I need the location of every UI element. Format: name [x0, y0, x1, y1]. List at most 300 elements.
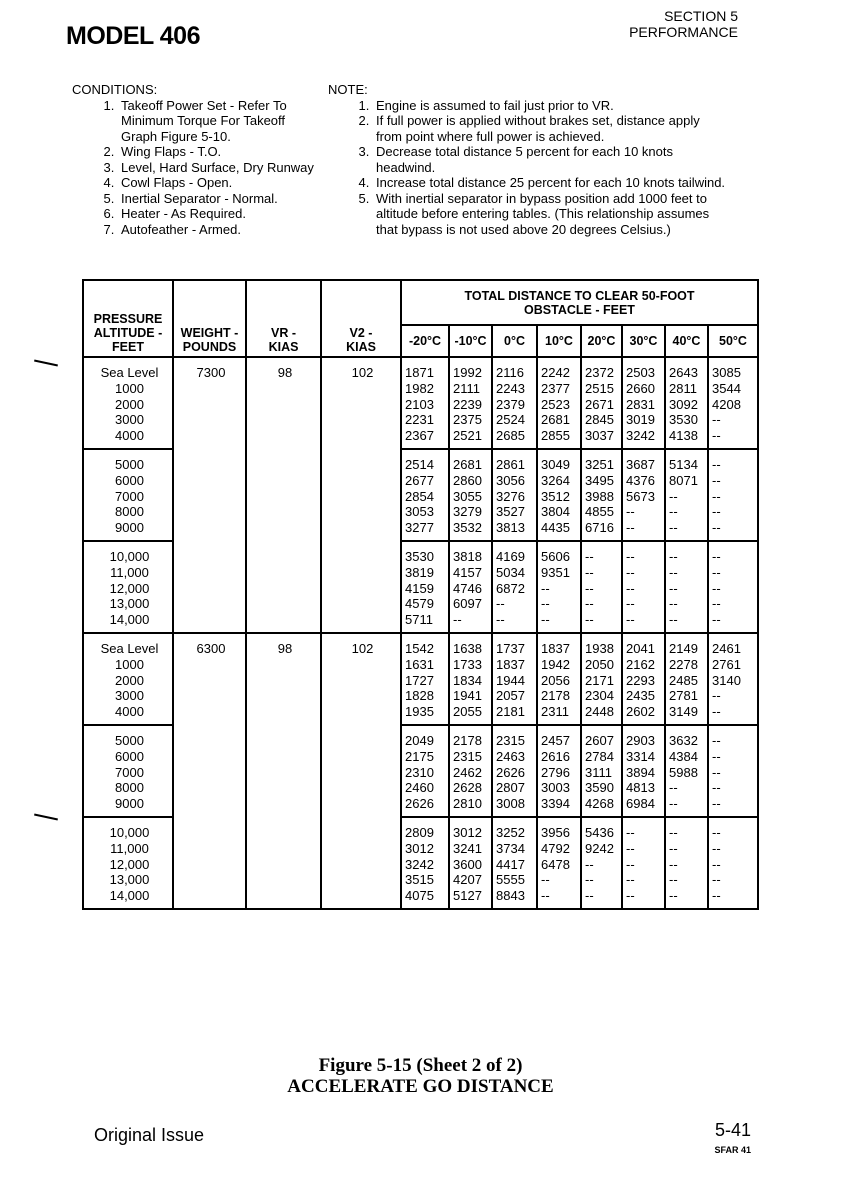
v2-cell [321, 633, 401, 909]
distance-value: 3049 [541, 456, 570, 472]
distance-value: 5711 [405, 612, 433, 628]
distance-value: 2602 [626, 704, 655, 720]
distance-value: -- [626, 504, 635, 520]
distance-value: 3085 [712, 365, 741, 380]
v2-cell [321, 357, 401, 633]
distance-value: 1935 [405, 704, 434, 720]
distance-value: 2781 [669, 688, 698, 704]
distance-value: 2050 [585, 656, 614, 672]
distance-value: -- [712, 488, 721, 504]
distance-value: 2626 [496, 764, 525, 780]
distance-cell [492, 449, 537, 541]
distance-value: 4207 [453, 872, 482, 888]
distance-value: 5606 [541, 548, 570, 564]
distance-value: -- [626, 888, 635, 904]
distance-value: 4159 [405, 580, 434, 596]
altitude-cell [83, 449, 173, 541]
distance-value: 3988 [585, 488, 614, 504]
distance-cell [622, 633, 665, 725]
distance-value: 2861 [496, 456, 525, 472]
distance-value: -- [669, 548, 678, 564]
distance-value: 3544 [712, 380, 741, 396]
distance-value: -- [712, 548, 721, 564]
distance-value: 3012 [405, 840, 434, 856]
distance-value: 3495 [585, 472, 614, 488]
distance-value: -- [585, 612, 594, 628]
distance-value: 1942 [541, 656, 570, 672]
distance-value: 3894 [626, 764, 655, 780]
distance-value: 4075 [405, 888, 434, 904]
distance-value: 5134 [669, 456, 698, 472]
distance-value: 2521 [453, 428, 482, 444]
altitude-cell [83, 357, 173, 449]
distance-value: 2460 [405, 780, 434, 796]
altitude-value: 11,000 [110, 840, 149, 856]
page-number: 5-41 [714, 1120, 751, 1140]
header-v2: V2 - KIAS [321, 280, 401, 357]
section-header [629, 8, 738, 40]
table-row-group [83, 357, 758, 449]
vr-value: 98 [277, 365, 293, 380]
distance-value: 2178 [453, 732, 482, 748]
altitude-value: Sea Level [100, 640, 159, 656]
distance-value: -- [496, 612, 505, 628]
temp-header: 0°C [492, 325, 537, 357]
distance-value: -- [626, 840, 635, 856]
distance-value: 5673 [626, 488, 655, 504]
distance-value: -- [585, 872, 594, 888]
distance-cell [708, 725, 758, 817]
altitude-value: 2000 [115, 672, 144, 688]
distance-value: 2231 [405, 412, 434, 428]
distance-value: 1737 [496, 640, 525, 656]
distance-value: 3530 [669, 412, 698, 428]
distance-cell [449, 725, 492, 817]
distance-value: 3149 [669, 704, 698, 720]
distance-value: -- [712, 688, 721, 704]
altitude-value: 8000 [115, 780, 144, 796]
notes-list [328, 98, 728, 238]
note-item: 1. Engine is assumed to fail just prior to VR. [373, 98, 728, 114]
conditions-list [72, 98, 322, 238]
distance-value: 2116 [496, 365, 524, 380]
distance-cell [401, 449, 449, 541]
condition-item: 1. Takeoff Power Set - Refer To Minimum Torque For Takeoff Graph Figure 5-10. [118, 98, 322, 145]
distance-cell [537, 449, 581, 541]
vr-value: 98 [277, 640, 293, 656]
distance-value: 2041 [626, 640, 655, 656]
distance-value: -- [712, 472, 721, 488]
distance-value: 2485 [669, 672, 698, 688]
distance-value: 3632 [669, 732, 698, 748]
distance-value: -- [669, 780, 678, 796]
distance-value: 3264 [541, 472, 570, 488]
distance-value: -- [585, 548, 594, 564]
altitude-value: 5000 [115, 732, 144, 748]
note-item: 2. If full power is applied without brakes set, distance apply from point where full power is achieved. [373, 113, 728, 144]
distance-value: 1837 [541, 640, 570, 656]
distance-value: 2677 [405, 472, 434, 488]
temp-header: 40°C [665, 325, 708, 357]
distance-value: 2311 [541, 704, 569, 720]
subsection-label: PERFORMANCE [629, 24, 738, 40]
distance-value: -- [712, 428, 721, 444]
issue-label: Original Issue [94, 1125, 205, 1145]
distance-value: 2503 [626, 365, 655, 380]
temp-header: 30°C [622, 325, 665, 357]
note-item: 5. With inertial separator in bypass position add 1000 feet to altitude before entering tables. (This relationship assumes that bypass is not used above 20 degrees Celsius.) [373, 191, 728, 238]
header-vr: VR - KIAS [246, 280, 321, 357]
distance-value: 1638 [453, 640, 482, 656]
distance-value: -- [712, 564, 721, 580]
temp-header: -10°C [449, 325, 492, 357]
distance-value: -- [669, 796, 678, 812]
altitude-value: 6000 [115, 748, 144, 764]
altitude-value: 5000 [115, 456, 144, 472]
distance-value: -- [669, 504, 678, 520]
caption-line-2: ACCELERATE GO DISTANCE [287, 1076, 554, 1097]
distance-value: 3092 [669, 396, 698, 412]
distance-value: 2175 [405, 748, 434, 764]
altitude-value: 13,000 [109, 872, 150, 888]
accelerate-go-table [82, 279, 759, 910]
altitude-value: 10,000 [109, 548, 150, 564]
temp-header: 20°C [581, 325, 622, 357]
distance-value: 2807 [496, 780, 525, 796]
distance-value: 1733 [453, 656, 482, 672]
distance-value: 2239 [453, 396, 482, 412]
distance-value: -- [541, 596, 550, 612]
distance-cell [708, 817, 758, 909]
distance-value: 1941 [453, 688, 482, 704]
distance-value: 3590 [585, 780, 614, 796]
distance-value: 2854 [405, 488, 434, 504]
condition-item: 7. Autofeather - Armed. [118, 222, 322, 238]
distance-value: -- [585, 580, 594, 596]
distance-cell [622, 449, 665, 541]
distance-value: -- [669, 564, 678, 580]
distance-value: 2515 [585, 380, 614, 396]
distance-value: 8843 [496, 888, 525, 904]
distance-value: 1871 [405, 365, 434, 380]
distance-value: 2103 [405, 396, 434, 412]
altitude-value: 7000 [115, 764, 144, 780]
distance-value: 2811 [669, 380, 697, 396]
distance-value: 3241 [453, 840, 482, 856]
distance-value: 1834 [453, 672, 482, 688]
distance-cell [581, 541, 622, 633]
conditions-block [72, 82, 322, 237]
distance-value: -- [712, 824, 721, 840]
distance-value: 3687 [626, 456, 655, 472]
distance-value: 2375 [453, 412, 482, 428]
distance-value: 4746 [453, 580, 482, 596]
distance-cell [581, 817, 622, 909]
distance-value: 3532 [453, 520, 482, 536]
distance-value: -- [585, 564, 594, 580]
distance-value: -- [669, 520, 678, 536]
altitude-value: 13,000 [109, 596, 150, 612]
section-label: SECTION 5 [664, 8, 738, 24]
distance-cell [401, 357, 449, 449]
distance-value: 4208 [712, 396, 741, 412]
weight-value: 7300 [196, 365, 226, 380]
distance-value: 1837 [496, 656, 525, 672]
altitude-value: 10,000 [109, 824, 150, 840]
distance-value: -- [669, 888, 678, 904]
distance-value: -- [626, 596, 635, 612]
distance-value: 9351 [541, 564, 570, 580]
notes-block [328, 82, 728, 237]
altitude-value: 1000 [115, 380, 144, 396]
distance-value: 2626 [405, 796, 434, 812]
altitude-value: 12,000 [109, 856, 150, 872]
distance-cell [492, 541, 537, 633]
distance-value: 4813 [626, 780, 655, 796]
distance-value: 3242 [626, 428, 655, 444]
distance-cell [401, 541, 449, 633]
condition-item: 2. Wing Flaps - T.O. [118, 144, 322, 160]
distance-value: -- [712, 872, 721, 888]
distance-value: 2463 [496, 748, 525, 764]
distance-cell [622, 817, 665, 909]
distance-value: 2304 [585, 688, 614, 704]
weight-cell [173, 633, 246, 909]
distance-value: 2055 [453, 704, 482, 720]
distance-value: 9242 [585, 840, 614, 856]
distance-value: -- [712, 796, 721, 812]
altitude-value: 3000 [115, 412, 144, 428]
distance-value: -- [712, 764, 721, 780]
vr-cell [246, 633, 321, 909]
distance-value: 4384 [669, 748, 698, 764]
figure-caption [0, 1055, 841, 1097]
distance-value: -- [626, 856, 635, 872]
distance-cell [401, 725, 449, 817]
distance-value: -- [712, 504, 721, 520]
distance-value: 2162 [626, 656, 655, 672]
distance-value: 2681 [453, 456, 482, 472]
distance-value: -- [712, 840, 721, 856]
distance-value: 2178 [541, 688, 570, 704]
distance-cell [665, 541, 708, 633]
condition-item: 6. Heater - As Required. [118, 206, 322, 222]
distance-value: 6716 [585, 520, 614, 536]
distance-value: 2462 [453, 764, 482, 780]
distance-cell [622, 357, 665, 449]
distance-value: 2524 [496, 412, 525, 428]
distance-value: 6097 [453, 596, 482, 612]
distance-value: -- [453, 612, 462, 628]
distance-cell [449, 449, 492, 541]
header-weight: WEIGHT - POUNDS [173, 280, 246, 357]
distance-cell [708, 357, 758, 449]
distance-value: 3600 [453, 856, 482, 872]
distance-cell [665, 633, 708, 725]
condition-item: 5. Inertial Separator - Normal. [118, 191, 322, 207]
altitude-value: 4000 [115, 428, 144, 444]
distance-value: 3140 [712, 672, 741, 688]
temp-header: 10°C [537, 325, 581, 357]
distance-value: 2796 [541, 764, 570, 780]
distance-cell [449, 541, 492, 633]
distance-value: 4855 [585, 504, 614, 520]
altitude-value: 9000 [115, 520, 144, 536]
distance-value: 2845 [585, 412, 614, 428]
distance-value: -- [541, 888, 550, 904]
altitude-value: 2000 [115, 396, 144, 412]
model-title: MODEL 406 [66, 22, 200, 50]
distance-value: -- [669, 824, 678, 840]
distance-value: 3314 [626, 748, 655, 764]
distance-value: 2367 [405, 428, 434, 444]
distance-value: -- [585, 596, 594, 612]
distance-cell [449, 817, 492, 909]
distance-value: 5127 [453, 888, 482, 904]
distance-value: -- [712, 888, 721, 904]
distance-value: 3003 [541, 780, 570, 796]
margin-mark [34, 360, 58, 367]
distance-value: -- [712, 612, 721, 628]
distance-value: -- [626, 824, 635, 840]
altitude-value: Sea Level [100, 365, 159, 380]
distance-cell [492, 725, 537, 817]
distance-value: 5436 [585, 824, 614, 840]
distance-value: -- [626, 612, 635, 628]
distance-value: 3512 [541, 488, 570, 504]
distance-value: 2685 [496, 428, 525, 444]
altitude-cell [83, 541, 173, 633]
distance-value: 4268 [585, 796, 614, 812]
distance-cell [581, 633, 622, 725]
notes-title: NOTE: [328, 82, 368, 97]
distance-value: 2049 [405, 732, 434, 748]
distance-value: -- [626, 580, 635, 596]
distance-cell [449, 357, 492, 449]
distance-value: 3813 [496, 520, 525, 536]
distance-value: 8071 [669, 472, 698, 488]
distance-value: 2315 [496, 732, 525, 748]
temp-header: -20°C [401, 325, 449, 357]
distance-value: 2372 [585, 365, 614, 380]
distance-value: 2379 [496, 396, 525, 412]
distance-value: 5555 [496, 872, 525, 888]
distance-value: 2616 [541, 748, 570, 764]
altitude-value: 12,000 [109, 580, 150, 596]
altitude-value: 3000 [115, 688, 144, 704]
caption-line-1: Figure 5-15 (Sheet 2 of 2) [318, 1055, 523, 1076]
distance-value: 1938 [585, 640, 614, 656]
weight-cell [173, 357, 246, 633]
distance-value: 2377 [541, 380, 570, 396]
distance-cell [581, 449, 622, 541]
distance-cell [537, 725, 581, 817]
distance-value: 2784 [585, 748, 614, 764]
distance-value: 4376 [626, 472, 655, 488]
altitude-value: 9000 [115, 796, 144, 812]
distance-value: 3055 [453, 488, 482, 504]
distance-value: -- [626, 520, 635, 536]
distance-value: 2761 [712, 656, 741, 672]
distance-cell [665, 725, 708, 817]
altitude-cell [83, 633, 173, 725]
altitude-cell [83, 817, 173, 909]
distance-value: 2671 [585, 396, 614, 412]
distance-cell [492, 357, 537, 449]
distance-value: 3734 [496, 840, 525, 856]
distance-cell [401, 817, 449, 909]
distance-value: -- [712, 748, 721, 764]
distance-value: 4792 [541, 840, 570, 856]
altitude-value: 1000 [115, 656, 144, 672]
altitude-value: 4000 [115, 704, 144, 720]
distance-value: -- [712, 780, 721, 796]
distance-value: 2855 [541, 428, 570, 444]
distance-value: 3056 [496, 472, 525, 488]
distance-value: 3242 [405, 856, 434, 872]
distance-value: 2149 [669, 640, 698, 656]
distance-value: 4579 [405, 596, 434, 612]
distance-value: 2293 [626, 672, 655, 688]
header-distance: TOTAL DISTANCE TO CLEAR 50-FOOT OBSTACLE - FEET [401, 280, 758, 325]
distance-value: 1992 [453, 365, 482, 380]
distance-value: 3818 [453, 548, 482, 564]
distance-value: 2660 [626, 380, 655, 396]
distance-value: 2809 [405, 824, 434, 840]
distance-cell [449, 633, 492, 725]
distance-value: 1982 [405, 380, 434, 396]
distance-cell [537, 633, 581, 725]
distance-cell [622, 725, 665, 817]
distance-value: 1542 [405, 640, 434, 656]
distance-value: 2457 [541, 732, 570, 748]
distance-value: 2903 [626, 732, 655, 748]
distance-value: 3276 [496, 488, 525, 504]
distance-value: 4138 [669, 428, 698, 444]
distance-value: 2056 [541, 672, 570, 688]
conditions-title: CONDITIONS: [72, 82, 158, 97]
altitude-value: 11,000 [110, 564, 149, 580]
distance-value: 3053 [405, 504, 434, 520]
distance-value: -- [712, 596, 721, 612]
distance-cell [708, 541, 758, 633]
distance-value: 2243 [496, 380, 525, 396]
distance-value: -- [712, 704, 721, 720]
distance-value: 2514 [405, 456, 434, 472]
distance-cell [708, 633, 758, 725]
distance-value: 4169 [496, 548, 525, 564]
distance-cell [537, 357, 581, 449]
distance-value: -- [626, 872, 635, 888]
v2-value: 102 [351, 640, 374, 656]
distance-value: 3251 [585, 456, 614, 472]
distance-cell [708, 449, 758, 541]
distance-value: 3019 [626, 412, 655, 428]
distance-cell [581, 725, 622, 817]
distance-value: -- [541, 580, 550, 596]
distance-value: -- [585, 888, 594, 904]
v2-value: 102 [351, 365, 374, 380]
distance-value: 2057 [496, 688, 525, 704]
altitude-value: 8000 [115, 504, 144, 520]
distance-cell [665, 357, 708, 449]
distance-value: 2310 [405, 764, 434, 780]
distance-value: 3012 [453, 824, 482, 840]
distance-value: 2315 [453, 748, 482, 764]
altitude-value: 14,000 [109, 888, 150, 904]
distance-value: 3819 [405, 564, 434, 580]
altitude-value: 6000 [115, 472, 144, 488]
